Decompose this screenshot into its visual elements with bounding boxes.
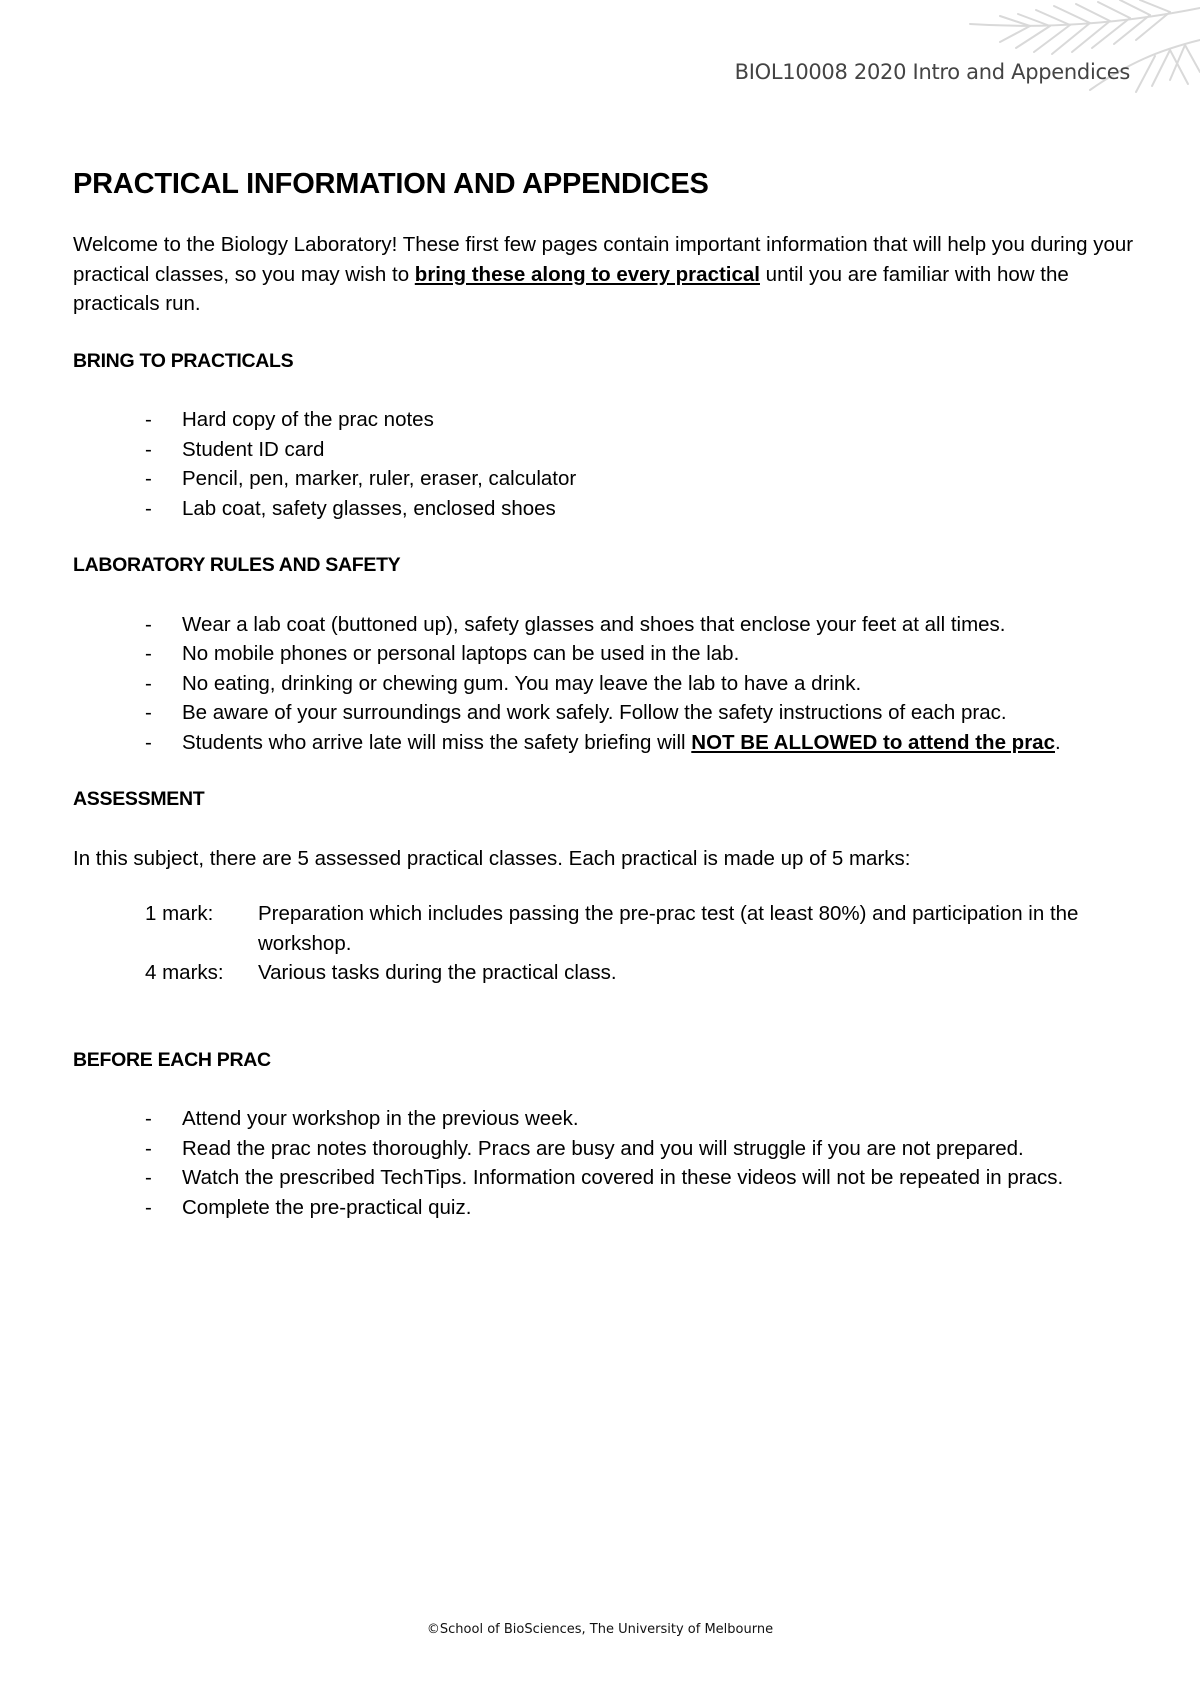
page-title: PRACTICAL INFORMATION AND APPENDICES bbox=[73, 168, 709, 200]
list-item: - Attend your workshop in the previous week. bbox=[145, 1104, 1143, 1134]
mark-row bbox=[145, 958, 1143, 988]
rules-list bbox=[73, 610, 1143, 758]
section-heading-before: BEFORE EACH PRAC bbox=[73, 1048, 271, 1071]
list-item: - No eating, drinking or chewing gum. You may leave the lab to have a drink. bbox=[145, 669, 1143, 699]
list-item: - Read the prac notes thoroughly. Pracs are busy and you will struggle if you are not prepared. bbox=[145, 1134, 1143, 1164]
document-body bbox=[73, 166, 1143, 1222]
list-item: - Be aware of your surroundings and work safely. Follow the safety instructions of each prac. bbox=[145, 698, 1143, 728]
intro-emphasis: bring these along to every practical bbox=[414, 262, 760, 286]
section-heading-assessment: ASSESSMENT bbox=[73, 788, 205, 810]
intro-paragraph bbox=[73, 230, 1143, 319]
document-footer: ©School of BioSciences, The University of Melbourne bbox=[426, 1622, 774, 1637]
list-item: - Wear a lab coat (buttoned up), safety glasses and shoes that enclose your feet at all times. bbox=[145, 610, 1143, 640]
marks-table bbox=[145, 899, 1143, 988]
mark-label: 1 mark: bbox=[145, 902, 214, 925]
assessment-intro: In this subject, there are 5 assessed practical classes. Each practical is made up of 5 marks: bbox=[73, 846, 911, 870]
mark-label: 4 marks: bbox=[145, 961, 224, 984]
document-header: BIOL10008 2020 Intro and Appendices bbox=[734, 60, 1130, 84]
intro-text: Welcome to the Biology Laboratory! These first few pages contain important information that will help you during your practical classes, so you may wish to bbox=[73, 233, 1134, 286]
list-item-late-arrival bbox=[145, 728, 1143, 758]
list-item: - Complete the pre-practical quiz. bbox=[145, 1193, 1143, 1223]
late-text: Students who arrive late will miss the safety briefing will bbox=[182, 730, 692, 754]
list-item: - Student ID card bbox=[145, 435, 1143, 465]
list-item: - Watch the prescribed TechTips. Information covered in these videos will not be repeated in pracs. bbox=[145, 1163, 1143, 1193]
late-emphasis: NOT BE ALLOWED to attend the prac bbox=[691, 730, 1055, 754]
list-item: - Hard copy of the prac notes bbox=[145, 405, 1143, 435]
palm-leaf-decoration bbox=[840, 0, 1200, 100]
list-item: - Pencil, pen, marker, ruler, eraser, calculator bbox=[145, 464, 1143, 494]
mark-description: Various tasks during the practical class. bbox=[258, 961, 617, 984]
list-item: - No mobile phones or personal laptops can be used in the lab. bbox=[145, 639, 1143, 669]
late-end: . bbox=[1054, 730, 1061, 754]
mark-description: Preparation which includes passing the pre-prac test (at least 80%) and participation in the workshop. bbox=[258, 902, 1079, 955]
before-list bbox=[73, 1104, 1143, 1222]
section-heading-rules: LABORATORY RULES AND SAFETY bbox=[73, 554, 401, 576]
intro-text-end: until you are familiar with how the practicals run. bbox=[73, 262, 1069, 315]
mark-row bbox=[145, 899, 1143, 958]
list-item: - Lab coat, safety glasses, enclosed shoes bbox=[145, 494, 1143, 524]
bring-list bbox=[73, 405, 1143, 523]
section-heading-bring: BRING TO PRACTICALS bbox=[73, 349, 294, 372]
